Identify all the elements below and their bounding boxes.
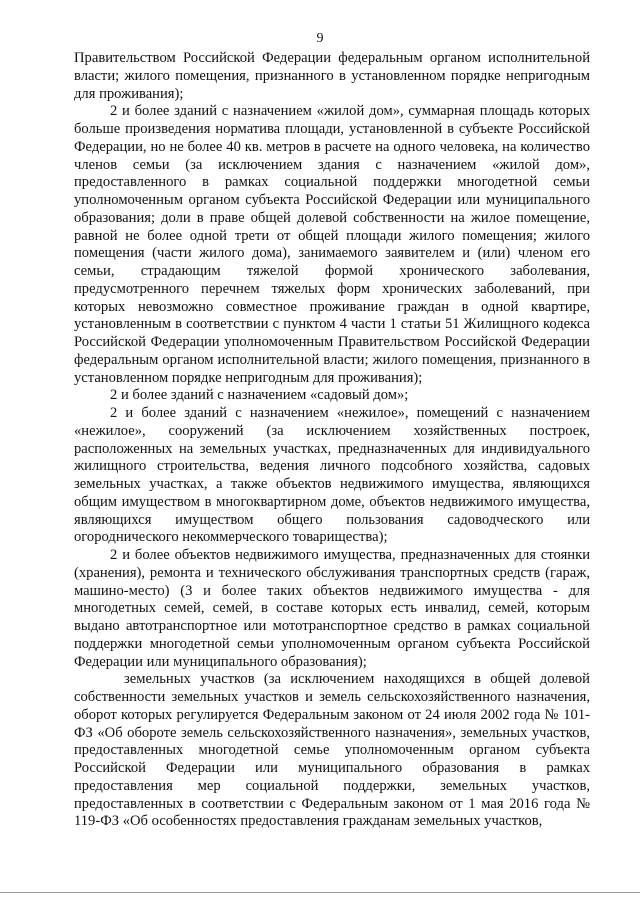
paragraph-land-plots: земельных участков (за исключением находящихся в общей долевой собственности земельных участков и земель сельскохозяйственного назначения, оборот которых регулируется Федеральным законом от 24 июля 2002 года № 101-ФЗ «Об обороте земель сельскохозяйственного назначения», земельных участков, предоставленных многодетной семье уполномоченным органом субъекта Российской Федерации или муниципального образования в рамках предоставления мер социальной поддержки, земельных участков, предоставленных в соответствии с Федеральным законом от 1 мая 2016 года № 119-ФЗ «Об особенностях предоставления гражданам земельных участков,	[74, 671, 590, 830]
paragraph-garden-houses: 2 и более зданий с назначением «садовый дом»;	[110, 387, 409, 404]
paragraph-continuation: Правительством Российской Федерации федеральным органом исполнительной власти; жилого помещения, признанного в установленном порядке непригодным для проживания);	[74, 50, 590, 102]
paragraph-vehicle-storage: 2 и более объектов недвижимого имущества, предназначенных для стоянки (хранения), ремонта и технического обслуживания транспортных средств (гараж, машино-место) (3 и более таких объектов недвижимого имущества - для многодетных семей, семей, в составе которых есть инвалид, семей, которым выдано автотранспортное или мототранспортное средство в рамках социальной поддержки многодетной семьи уполномоченным органом субъекта Российской Федерации или муниципального образования);	[74, 547, 590, 670]
paragraph-non-residential: 2 и более зданий с назначением «нежилое», помещений с назначением «нежилое», сооружений (за исключением хозяйственных построек, расположенных на земельных участках, предназначенных для индивидуального жилищного строительства, ведения личного подсобного хозяйства, садовых земельных участках, а также объектов недвижимого имущества, являющихся общим имуществом в многоквартирном доме, объектов недвижимого имущества, являющихся имуществом общего пользования садоводческого или огороднического некоммерческого товарищества);	[74, 405, 590, 546]
page-bottom-rule	[0, 892, 640, 893]
document-body	[74, 50, 590, 831]
page-number: 9	[316, 31, 324, 46]
paragraph-residential-buildings: 2 и более зданий с назначением «жилой дом», суммарная площадь которых больше произведения норматива площади, установленной в субъекте Российской Федерации, но не более 40 кв. метров в расчете на одного человека, на количество членов семьи (за исключением здания с назначением «жилой дом», предоставленного в рамках социальной поддержки многодетной семьи уполномоченным органом субъекта Российской Федерации или муниципального образования; доли в праве общей долевой собственности на жилое помещение, равной не более одной трети от общей площади жилого помещения; жилого помещения (части жилого дома), занимаемого заявителем и (или) членом его семьи, страдающим тяжелой формой хронического заболевания, предусмотренного перечнем тяжелых форм хронических заболеваний, при которых невозможно совместное проживание граждан в одной квартире, установленным в соответствии с пунктом 4 части 1 статьи 51 Жилищного кодекса Российской Федерации уполномоченным Правительством Российской Федерации федеральным органом исполнительной власти; жилого помещения, признанного в установленном порядке непригодным для проживания);	[74, 103, 590, 386]
